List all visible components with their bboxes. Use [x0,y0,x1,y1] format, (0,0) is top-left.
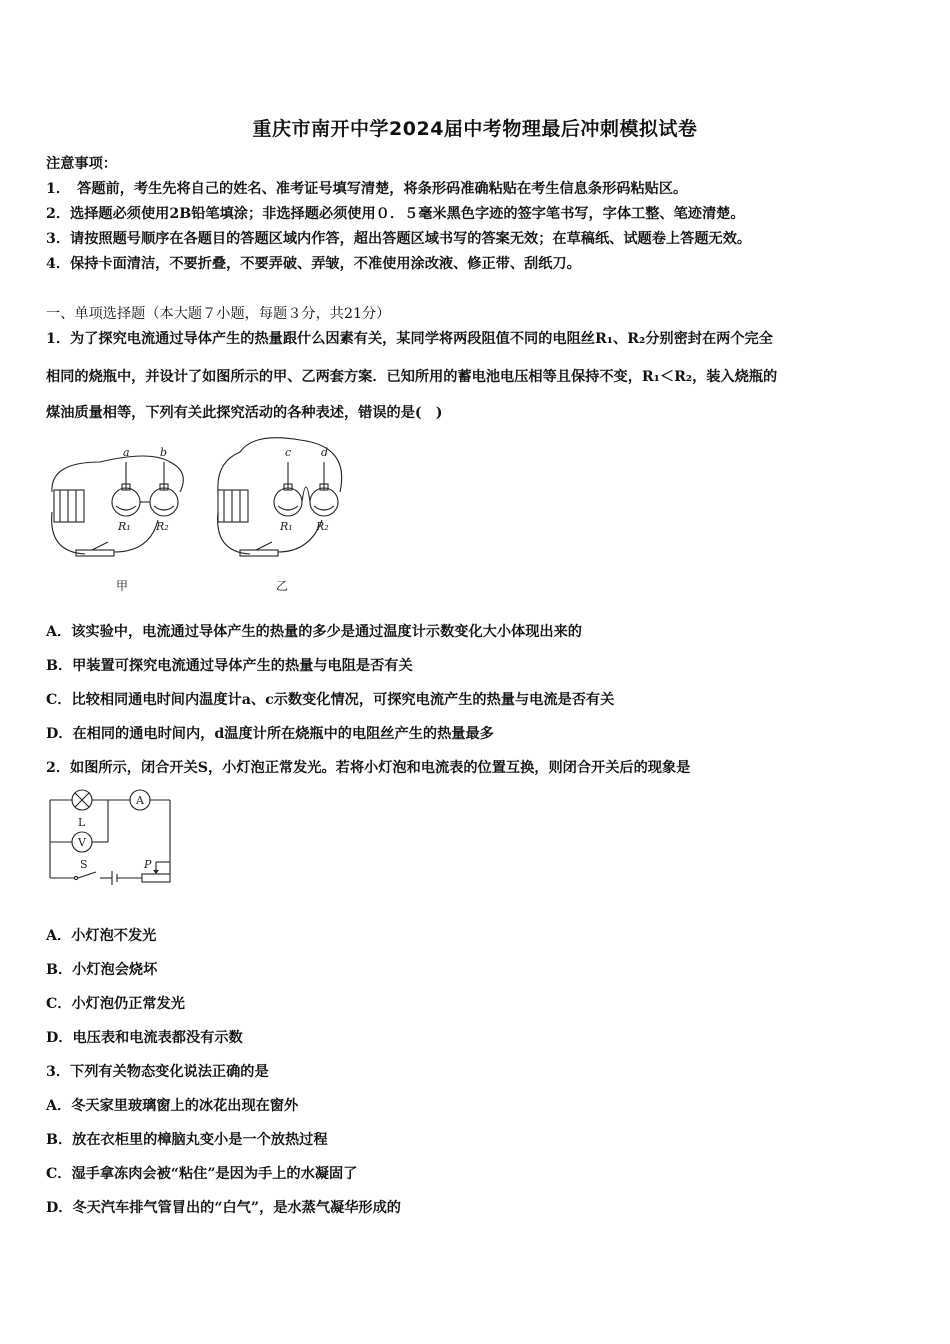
q2-stem: 2．如图所示，闭合开关S，小灯泡正常发光。若将小灯泡和电流表的位置互换，则闭合开关后的现象是 [46,760,691,776]
q1-option-b: B．甲装置可探究电流通过导体产生的热量与电阻是否有关 [46,658,413,674]
q1-stem-line-1: 1．为了探究电流通过导体产生的热量跟什么因素有关，某同学将两段阻值不同的电阻丝R₁、R₂分别密封在两个完全 [46,331,773,347]
q1-circuit-figure [40,432,360,602]
thermometer-b-label: b [160,446,168,459]
q2-option-b: B．小灯泡会烧坏 [46,962,158,978]
q3-stem: 3．下列有关物态变化说法正确的是 [46,1064,269,1080]
notes-item-4: 4．保持卡面清洁，不要折叠，不要弄破、弄皱，不准使用涂改液、修正带、刮纸刀。 [46,256,581,272]
thermometer-a-label: a [123,446,130,459]
q1-option-d: D．在相同的通电时间内，d温度计所在烧瓶中的电阻丝产生的热量最多 [46,726,494,742]
switch-label: S [80,858,88,871]
q1-option-c: C．比较相同通电时间内温度计a、c示数变化情况，可探究电流产生的热量与电流是否有关 [46,692,615,708]
voltmeter-label: V [78,836,86,849]
q1-option-a: A．该实验中，电流通过导体产生的热量的多少是通过温度计示数变化大小体现出来的 [46,624,582,640]
right-r1-label: R₁ [280,520,293,533]
q2-option-a: A．小灯泡不发光 [46,928,157,944]
notes-item-3: 3．请按照题号顺序在各题目的答题区域内作答，超出答题区域书写的答案无效；在草稿纸、试题卷上答题无效。 [46,231,752,247]
notes-heading: 注意事项： [46,156,117,172]
thermometer-c-label: c [285,446,292,459]
q3-option-c: C．湿手拿冻肉会被“粘住”是因为手上的水凝固了 [46,1166,358,1182]
q3-option-a: A．冬天家里玻璃窗上的冰花出现在窗外 [46,1098,299,1114]
lamp-label: L [78,816,86,829]
slider-label: P [144,858,152,871]
notes-item-1: 1． 答题前，考生先将自己的姓名、准考证号填写清楚，将条形码准确粘贴在考生信息条形码粘贴区。 [46,181,688,197]
notes-item-2: 2．选择题必须使用2B铅笔填涂；非选择题必须使用０．５毫米黑色字迹的签字笔书写，字体工整、笔迹清楚。 [46,206,745,222]
q2-option-d: D．电压表和电流表都没有示数 [46,1030,243,1046]
ammeter-label: A [136,794,144,807]
figure-left-caption: 甲 [116,579,129,593]
left-r1-label: R₁ [118,520,131,533]
q1-stem-line-3: 煤油质量相等，下列有关此探究活动的各种表述，错误的是( ) [46,405,443,421]
q1-stem-line-2: 相同的烧瓶中，并设计了如图所示的甲、乙两套方案．已知所用的蓄电池电压相等且保持不变，R₁＜R₂，装入烧瓶的 [46,369,778,385]
figure-right-caption: 乙 [276,579,289,593]
page-title: 重庆市南开中学2024届中考物理最后冲刺模拟试卷 [252,118,698,140]
q2-circuit-figure [44,788,184,888]
q3-option-b: B．放在衣柜里的樟脑丸变小是一个放热过程 [46,1132,328,1148]
right-r2-label: R₂ [316,520,329,533]
q2-option-c: C．小灯泡仍正常发光 [46,996,185,1012]
q3-option-d: D．冬天汽车排气管冒出的“白气”，是水蒸气凝华形成的 [46,1200,401,1216]
left-r2-label: R₂ [156,520,169,533]
section-1-heading: 一、单项选择题（本大题７小题，每题３分，共21分） [46,306,391,322]
thermometer-d-label: d [321,446,329,459]
